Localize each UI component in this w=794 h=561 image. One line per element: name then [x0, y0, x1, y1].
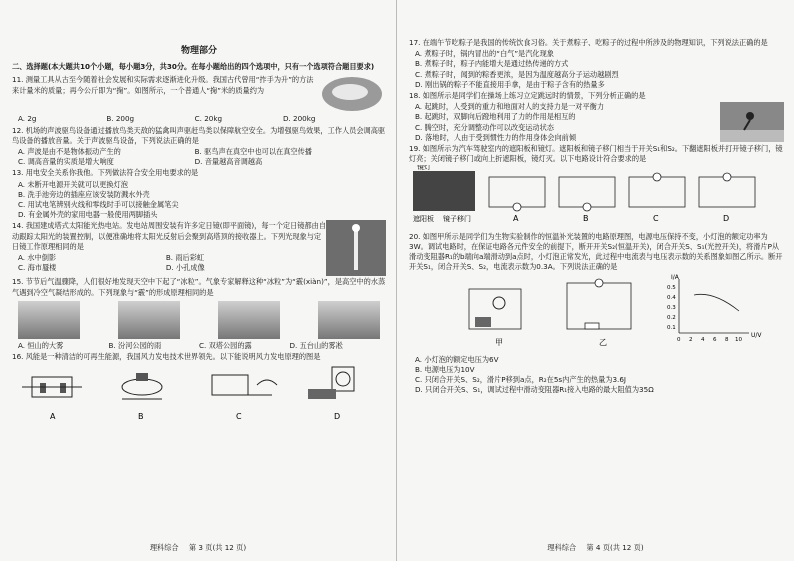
- right-footer-subject: 理科综合: [547, 542, 577, 552]
- q13-option-b[interactable]: B. 洗手池旁边的插座应该安装防溅水外壳: [18, 189, 150, 199]
- q14-option-b[interactable]: B. 雨后彩虹: [165, 253, 205, 263]
- q15-caption-b: B. 汾河公园的雨: [108, 340, 162, 350]
- q18-stem: 18. 如图所示是同学们在操场上练习立定跳远时的情景，下列分析正确的是: [409, 91, 646, 101]
- q20-xtick: 10: [735, 337, 742, 344]
- q20-xtick: 8: [725, 337, 729, 344]
- right-footer: [397, 543, 794, 553]
- q19-lamp-icon-b: [583, 203, 591, 211]
- q17-option-a[interactable]: A. 煮粽子时，锅内冒出的“白气”是汽化现象: [415, 49, 554, 59]
- q11-option-c[interactable]: C. 20kg: [194, 114, 223, 124]
- q20-xtick: 4: [701, 337, 705, 344]
- q20-option-c[interactable]: C. 只闭合开关S、S₂，滑片P移到a点，R₂在5s内产生的热量为3.6J: [415, 375, 627, 385]
- q13-stem: 13. 用电安全关系你我他。下列做法符合安全用电要求的是: [12, 168, 199, 178]
- q15-image-b[interactable]: [118, 301, 180, 339]
- q19-circuit-d: [699, 177, 755, 207]
- q19-label-c: C: [653, 214, 659, 224]
- q20-circuit: [567, 279, 631, 329]
- q19-circuit-a: [489, 177, 545, 207]
- q11-options: [12, 114, 386, 124]
- q20-graph: [679, 279, 749, 333]
- q20-figures: [409, 273, 789, 351]
- q20-graph-xlabel: U/V: [751, 332, 762, 340]
- q16-diagrams: [12, 363, 382, 425]
- q20-ytick: 0.4: [667, 295, 676, 302]
- section-title: 物理部分: [180, 46, 217, 56]
- q17-stem: 17. 在端午节吃粽子是我国的传统饮食习俗。关于煮粽子、吃粽子的过程中所涉及的物理知识，下列说法正确的是: [409, 38, 768, 47]
- q19-circuit-c: [629, 177, 685, 207]
- q20-label-jia: 甲: [495, 338, 503, 348]
- q20-option-b[interactable]: B. 电源电压为10V: [415, 364, 475, 374]
- q19-circuit-b: [559, 177, 615, 207]
- q16-label-d: D: [334, 412, 341, 422]
- q19-photo-label-visor: 遮阳板: [413, 215, 434, 224]
- q20-ytick: 0.2: [667, 315, 676, 322]
- q16-label-a: A: [50, 412, 56, 422]
- q15-caption-d: D. 五台山的雾凇: [289, 340, 343, 350]
- q15-image-d[interactable]: [318, 301, 380, 339]
- q20-ytick: 0.3: [667, 305, 676, 312]
- q15-stem: 15. 节节后气温骤降，人们很好地发现天空中下起了“冰粒”。气象专家解释这种“冰粒”为“霰(xiàn)”，是高空中的水蒸气遇到冷空气凝结形成的。下列现象与“霰”的形成原理相同的是: [12, 277, 386, 297]
- q12-options-2: [12, 157, 386, 167]
- q18-option-d[interactable]: D. 落地时，人由于受到惯性力的作用身体会向前倾: [415, 132, 577, 142]
- q18-option-b[interactable]: B. 起跳时，双脚向后蹬地利用了力的作用是相互的: [415, 112, 576, 122]
- section-instructions: 二、选择题(本大题共10个小题，每小题3分，共30分。在每小题给出的四个选项中，只有一个选项符合题目要求): [12, 62, 375, 72]
- q19-photo-label-door: 镜子移门: [443, 215, 471, 224]
- q18-option-a[interactable]: A. 起跳时，人受到的重力和地面对人的支持力是一对平衡力: [415, 102, 605, 112]
- q13-option-c[interactable]: C. 用试电笔辨别火线和零线时手可以接触金属笔尖: [18, 200, 179, 210]
- q14-option-a[interactable]: A. 水中倒影: [18, 253, 57, 263]
- q15-images: [12, 299, 386, 341]
- q14-options-2: [12, 263, 326, 273]
- q11-option-d[interactable]: D. 200kg: [282, 114, 316, 124]
- q12-option-c[interactable]: C. 调高音量的实质是增大响度: [18, 157, 114, 167]
- q11-option-b[interactable]: B. 200g: [106, 114, 135, 124]
- right-page: [397, 0, 794, 561]
- q12-options: [12, 147, 386, 157]
- q17-option-d[interactable]: D. 刚出锅的粽子不能直接用手拿，是由于粽子含有的热量多: [415, 79, 605, 89]
- q20-graph-ylabel: I/A: [671, 274, 679, 282]
- q20-xtick: 2: [689, 337, 693, 344]
- q15-image-a[interactable]: [18, 301, 80, 339]
- q20-figure-jia: [469, 289, 521, 329]
- q19-label-a: A: [513, 214, 519, 224]
- q20-ytick: 0.1: [667, 325, 676, 332]
- q13-option-d[interactable]: D. 有金属外壳的家用电器一般使用两脚插头: [18, 210, 158, 220]
- q14-options: [12, 253, 326, 263]
- q19-circuits: [409, 165, 789, 227]
- q19-photo: [413, 171, 475, 211]
- q12-option-d[interactable]: D. 音量越高音调越高: [194, 157, 263, 167]
- q19-photo-label-lamp: 镜灯: [417, 165, 431, 172]
- q20-label-yi: 乙: [599, 338, 607, 348]
- q16-label-b: B: [138, 412, 144, 422]
- q19-label-b: B: [583, 214, 589, 224]
- q12-option-b[interactable]: B. 驱鸟声在真空中也可以在真空传播: [194, 147, 312, 157]
- q20-stem: 20. 如图甲所示是同学们为生物实验制作的恒温补光装置的电路原理图，电源电压保持不变，小灯泡的额定功率为3W。调试电路时，在保证电路各元件安全的前提下，断开开关S₂(恒温开关)，闭合开关S、S₁(光控开关)，将滑片P从滑动变阻器R₁的b端向a端滑动到a点时，小灯泡正常发光，此过程中电流表与电压表示数的关系图象如图乙所示。断开开关S₁，闭合开关S、S₂，电流表示数为0.3A。下列说法正确的是: [409, 231, 783, 272]
- q16-diagram-a: [22, 377, 82, 397]
- q19-lamp-icon-a: [513, 203, 521, 211]
- q11-handful-image: [320, 74, 386, 114]
- q15-captions: [12, 341, 386, 351]
- q19-lamp-icon-d: [723, 173, 731, 181]
- q20-option-d[interactable]: D. 只闭合开关S、S₁，调试过程中滑动变阻器R₁接入电路的最大阻值为35Ω: [415, 385, 654, 395]
- q16-diagram-c: [212, 375, 277, 395]
- left-footer: [0, 543, 396, 553]
- q17-option-c[interactable]: C. 煮粽子时，闻到的粽香更浓，是因为温度越高分子运动越剧烈: [415, 69, 619, 79]
- right-footer-page: 第 4 页(共 12 页): [586, 542, 644, 552]
- q19-stem: 19. 如图所示为汽车驾驶室内的遮阳板和镜灯。遮阳板和镜子移门相当于开关S₁和S₂。下翻遮阳板并打开镜子移门，镜灯亮；关闭镜子移门或向上折遮阳板，镜灯灭。以下电路设计符合要求的是: [409, 144, 783, 164]
- q14-stem: 14. 我国建成塔式太阳能光热电站。发电站周围安装有许多定日镜(即平面镜)，每一个定日镜都由自动跟踪太阳光的装置控制，以便准确地将太阳光反射后会聚到高塔顶的接收器上。下列光现象与定日镜工作原理相同的是: [12, 221, 327, 251]
- q18-long-jump-image: [720, 102, 784, 142]
- q16-diagram-b: [122, 373, 162, 399]
- q19-label-d: D: [723, 214, 730, 224]
- q20-ytick: 0.5: [667, 285, 676, 292]
- q20-option-a[interactable]: A. 小灯泡的额定电压为6V: [415, 354, 499, 364]
- q12-stem: 12. 机场的声波驱鸟设备通过播放鸟类天敌的猛禽叫声驱赶鸟类以保障航空安全。为增强驱鸟效果，工作人员会调高驱鸟设备的播放音量。关于声波驱鸟设备，下列说法正确的是: [12, 125, 386, 145]
- q18-option-c[interactable]: C. 腾空时，充分调整动作可以改变运动状态: [415, 122, 554, 132]
- q13-option-a[interactable]: A. 未断开电源开关就可以更换灯泡: [18, 179, 128, 189]
- q12-option-a[interactable]: A. 声波是由不是物体振动产生的: [18, 147, 121, 157]
- q14-option-c[interactable]: C. 海市蜃楼: [18, 263, 57, 273]
- left-footer-page: 第 3 页(共 12 页): [188, 542, 247, 552]
- q16-diagram-d: [308, 367, 354, 399]
- left-footer-subject: 理科综合: [149, 542, 179, 552]
- q19-lamp-icon-c: [653, 173, 661, 181]
- q15-caption-a: A. 恒山的大雾: [18, 340, 64, 350]
- q15-image-c[interactable]: [218, 301, 280, 339]
- q17-option-b[interactable]: B. 煮粽子时，粽子内能增大是通过热传递的方式: [415, 59, 569, 69]
- q14-solar-tower-image: [326, 220, 386, 276]
- q11-stem: 11. 测量工具从古至今随着社会发展和实际需求逐渐进化升级。我国古代曾用“拃手为升”的方法来计量米的质量；再今公斤即为“掬”。如图所示，一个普通人“掬”米的质量约为: [12, 75, 314, 95]
- q14-option-d[interactable]: D. 小孔成像: [165, 263, 205, 273]
- q20-xtick: 6: [713, 337, 717, 344]
- q16-label-c: C: [236, 412, 242, 422]
- q16-stem: 16. 风能是一种清洁的可再生能源，我国风力发电技术世界领先。以下能说明风力发电原理的图是: [12, 352, 321, 362]
- q11-option-a[interactable]: A. 2g: [18, 114, 37, 124]
- q15-caption-c: C. 双塔公园的露: [199, 340, 252, 350]
- q20-xtick: 0: [677, 337, 681, 344]
